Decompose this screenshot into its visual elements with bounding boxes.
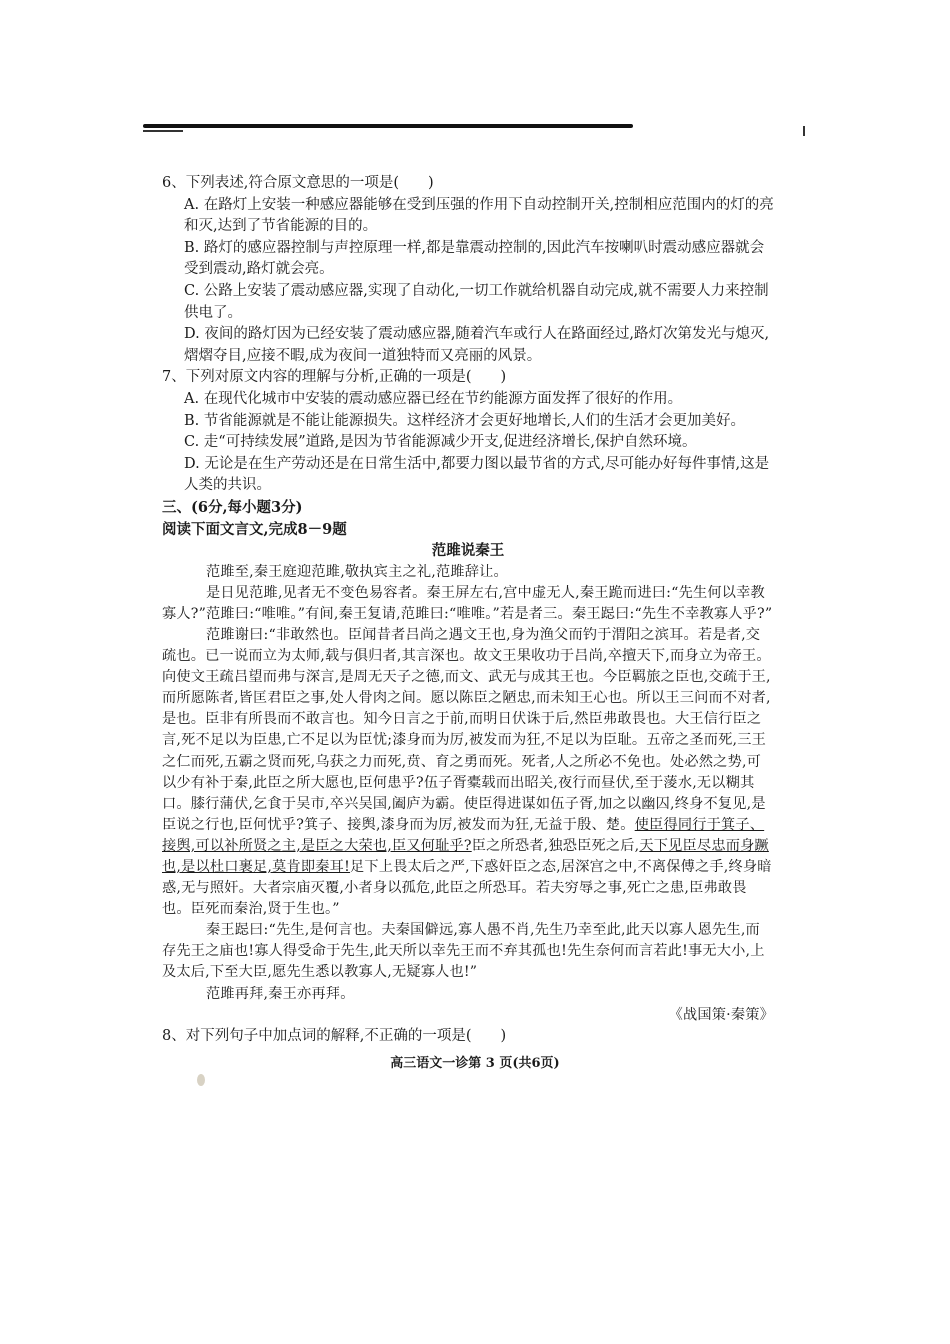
question-7-option-a: A. 在现代化城市中安装的震动感应器已经在节约能源方面发挥了很好的作用。: [184, 390, 683, 407]
question-7-option-b: B. 节省能源就是不能让能源损失。这样经济才会更好地增长,人们的生活才会更加美好。: [184, 412, 745, 429]
passage-source: 《战国策·秦策》: [668, 1006, 774, 1023]
passage-text: 臣之所恐者,独恐臣死之后,: [471, 837, 640, 854]
question-6-option-b: B. 路灯的感应器控制与声控原理一样,都是靠震动控制的,因此汽车按喇叭时震动感应器就会受到震动,路灯就会亮。: [184, 239, 765, 278]
section-3-instruction: 阅读下面文言文,完成8－9题: [162, 520, 347, 538]
question-6-option-c: C. 公路上安装了震动感应器,实现了自动化,一切工作就给机器自动完成,就不需要人力来控制供电了。: [184, 282, 769, 321]
question-6-stem: 6、下列表述,符合原文意思的一项是( ): [162, 175, 434, 191]
passage-title: 范雎说秦王: [431, 542, 505, 560]
underlined-sentence-1: 使臣得同行于箕子、接舆,可以补所贤之主,是臣之大荣也,臣又何耻乎?: [162, 816, 765, 854]
passage-paragraph-1: 范雎至,秦王庭迎范雎,敬执宾主之礼,范雎辞让。: [206, 563, 508, 580]
margin-mark: [803, 126, 805, 136]
question-8-stem: 8、对下列句子中加点词的解释,不正确的一项是( ): [162, 1027, 507, 1044]
exam-page: [162, 173, 774, 1047]
question-7-option-d: D. 无论是在生产劳动还是在日常生活中,都要力图以最节省的方式,尽可能办好每件事情,这是人类的共识。: [184, 455, 770, 494]
scan-blot: [197, 1074, 205, 1086]
question-7-option-c: C. 走“可持续发展”道路,是因为节省能源减少开支,促进经济增长,保护自然环境。: [184, 434, 697, 451]
underlined-sentence-2: 天下见臣尽忠而身蹶也,是以杜口裹足,莫肯即秦耳!: [162, 837, 769, 875]
passage-text: 范雎谢曰:“非敢然也。臣闻昔者吕尚之遇文王也,身为渔父而钓于渭阳之滨耳。若是者,交疏也。已一说而立为太师,载与俱归者,其言深也。故文王果收功于吕尚,卒擅天下,而身立为帝王。向使文王疏吕望而弗与深言,是周无天子之德,而文、武无与成其王也。今臣羁旅之臣也,交疏于王,而所愿陈者,皆匡君臣之事,处人骨肉之间。愿以陈臣之陋忠,而未知王心也。所以王三问而不对者,是也。臣非有所畏而不敢言也。知今日言之于前,而明日伏诛于后,然臣弗敢畏也。大王信行臣之言,死不足以为臣患,亡不足以为臣忧;漆身而为厉,被发而为狂,不足以为臣耻。五帝之圣而死,三王之仁而死,五霸之贤而死,乌获之力而死,贲、育之勇而死。死者,人之所必不免也。处必然之势,可以少有补于秦,此臣之所大愿也,臣何患乎?伍子胥橐载而出昭关,夜行而昼伏,至于蔆水,无以糊其口。膝行蒲伏,乞食于吴市,卒兴吴国,阖庐为霸。使臣得进谋如伍子胥,加之以幽囚,终身不复见,是臣说之行也,臣何忧乎?箕子、接舆,漆身而为厉,被发而为狂,无益于殷、楚。: [162, 626, 771, 833]
question-6-option-d: D. 夜间的路灯因为已经安装了震动感应器,随着汽车或行人在路面经过,路灯次第发光与熄灭,熠熠夺目,应接不暇,成为夜间一道独特而又亮丽的风景。: [184, 326, 770, 364]
page-footer: 高三语文一诊第 3 页(共6页): [390, 1056, 560, 1071]
passage-paragraph-2: 是日见范雎,见者无不变色易容者。秦王屏左右,宫中虚无人,秦王跪而进曰:“先生何以幸教寡人?”范雎曰:“唯唯。”有间,秦王复请,范雎曰:“唯唯。”若是者三。秦王跽曰:“先生不幸教寡人乎?”: [162, 584, 773, 622]
top-rule: [143, 124, 633, 128]
question-7-stem: 7、下列对原文内容的理解与分析,正确的一项是( ): [162, 369, 507, 386]
passage-paragraph-5: 范雎再拜,秦王亦再拜。: [206, 985, 355, 1002]
question-6-option-a: A. 在路灯上安装一种感应器能够在受到压强的作用下自动控制开关,控制相应范围内的灯的亮和灭,达到了节省能源的目的。: [184, 196, 774, 235]
section-3-heading: 三、(6分,每小题3分): [162, 498, 303, 516]
passage-paragraph-3: [162, 625, 774, 920]
classical-passage: [162, 562, 774, 1026]
passage-text: 足下上畏太后之严,下惑奸臣之态,居深宫之中,不离保傅之手,终身暗惑,无与照奸。大者宗庙灭覆,小者身以孤危,此臣之所恐耳。若夫穷辱之事,死亡之患,臣弗敢畏也。臣死而秦治,贤于生也。”: [162, 859, 772, 918]
top-rule-accent: [143, 130, 183, 132]
passage-paragraph-4: 秦王跽曰:“先生,是何言也。夫秦国僻远,寡人愚不肖,先生乃幸至此,此天以寡人恩先生,而存先王之庙也!寡人得受命于先生,此天所以幸先王而不弃其孤也!先生奈何而言若此!事无大小,上及太后,下至大臣,愿先生悉以教寡人,无疑寡人也!”: [162, 922, 765, 981]
